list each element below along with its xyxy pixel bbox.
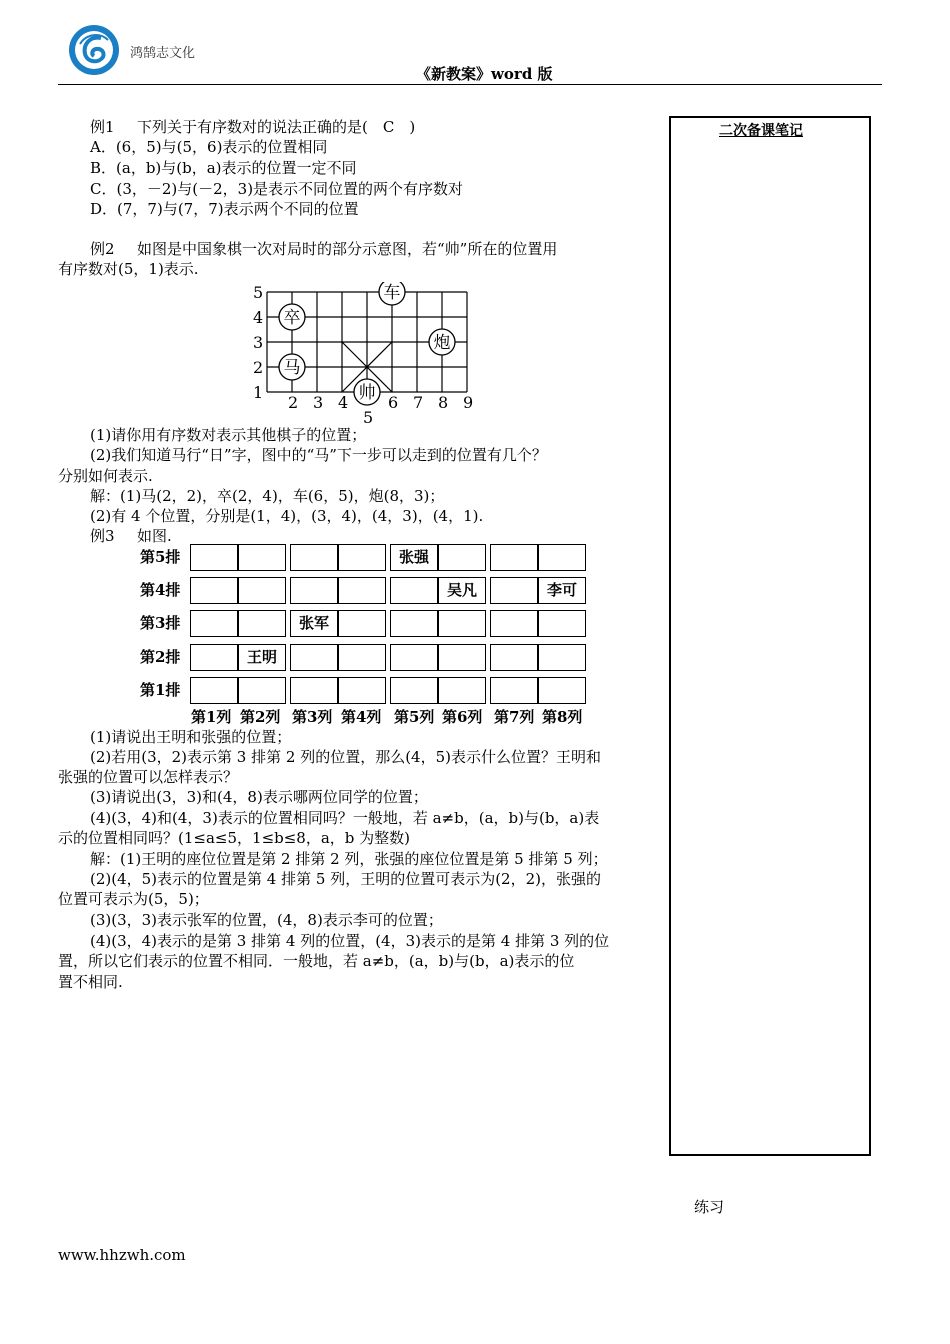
seat-cell	[438, 544, 486, 571]
seat-row-label: 第3排	[140, 614, 181, 632]
example3-q2-line1: (2)若用(3，2)表示第 3 排第 2 列的位置，那么(4，5)表示什么位置？王明和	[90, 748, 601, 766]
seat-col-label: 第1列	[191, 708, 232, 726]
practice-label: 练习	[694, 1198, 725, 1216]
example1-option-d: D．(7，7)与(7，7)表示两个不同的位置	[90, 200, 359, 218]
seat-cell	[238, 577, 286, 604]
example2-q2-line2: 分别如何表示.	[58, 467, 153, 485]
seat-cell	[238, 677, 286, 704]
seat-cell	[390, 610, 438, 637]
seat-cell	[338, 610, 386, 637]
board-x-label: 2	[288, 393, 299, 412]
seat-cell: 李可	[538, 577, 586, 604]
example3-answer4-line3: 置不相同.	[58, 973, 123, 991]
seat-cell	[338, 644, 386, 671]
board-x-label: 5	[363, 408, 374, 427]
seat-cell: 王明	[238, 644, 286, 671]
seat-cell	[538, 544, 586, 571]
seat-col-label: 第7列	[494, 708, 535, 726]
seat-cell	[390, 577, 438, 604]
chess-piece-cannon	[429, 329, 455, 355]
example3-intro: 如图.	[137, 527, 172, 545]
example3-answer1: 解：(1)王明的座位位置是第 2 排第 2 列，张强的座位位置是第 5 排第 5 列；	[90, 850, 608, 868]
footer-url: www.hhzwh.com	[58, 1246, 186, 1264]
example3-q3: (3)请说出(3，3)和(4，8)表示哪两位同学的位置；	[90, 788, 428, 806]
seat-cell: 张强	[390, 544, 438, 571]
seat-row-label: 第2排	[140, 648, 181, 666]
seat-row-label: 第5排	[140, 548, 181, 566]
svg-text:马: 马	[283, 358, 301, 378]
example3-q2-line2: 张强的位置可以怎样表示？	[58, 768, 239, 786]
seat-cell	[438, 644, 486, 671]
example2-label: 例2	[90, 240, 115, 258]
example3-answer4-line1: (4)(3，4)表示的是第 3 排第 4 列的位置，(4，3)表示的是第 4 排第 3 列的位	[90, 932, 610, 950]
board-x-label: 6	[388, 393, 399, 412]
svg-text:卒: 卒	[283, 308, 301, 328]
seat-cell	[290, 644, 338, 671]
seat-cell	[338, 677, 386, 704]
example3-q4-line1: (4)(3，4)和(4，3)表示的位置相同吗？一般地，若 a≠b，(a，b)与(b，a)表	[90, 809, 600, 827]
seat-cell	[438, 677, 486, 704]
example1-question: 下列关于有序数对的说法正确的是( C )	[137, 118, 416, 136]
seat-cell	[538, 610, 586, 637]
seat-col-label: 第8列	[542, 708, 583, 726]
svg-text:帅: 帅	[358, 383, 376, 403]
board-x-label: 9	[463, 393, 474, 412]
seat-col-label: 第4列	[341, 708, 382, 726]
example1-option-b: B．(a，b)与(b，a)表示的位置一定不同	[90, 159, 357, 177]
example3-answer3: (3)(3，3)表示张军的位置，(4，8)表示李可的位置；	[90, 911, 443, 929]
seat-cell	[190, 610, 238, 637]
seat-cell	[290, 577, 338, 604]
seat-col-label: 第5列	[394, 708, 435, 726]
board-y-label: 3	[253, 333, 264, 352]
board-y-label: 2	[253, 358, 264, 377]
seat-cell	[190, 644, 238, 671]
seat-cell	[190, 577, 238, 604]
seat-cell	[338, 577, 386, 604]
board-x-label: 4	[338, 393, 349, 412]
example3-answer4-line2: 置，所以它们表示的位置不相同．一般地，若 a≠b，(a，b)与(b，a)表示的位	[58, 952, 575, 970]
seat-cell	[490, 610, 538, 637]
seat-cell	[490, 677, 538, 704]
seat-row-label: 第4排	[140, 581, 181, 599]
example3-answer2-line2: 位置可表示为(5，5)；	[58, 890, 209, 908]
example2-question-line1: 如图是中国象棋一次对局时的部分示意图，若“帅”所在的位置用	[137, 240, 558, 258]
example2-answer1: 解：(1)马(2，2)，卒(2，4)，车(6，5)，炮(8，3)；	[90, 487, 445, 505]
example2-q1: (1)请你用有序数对表示其他棋子的位置；	[90, 426, 367, 444]
example1-label: 例1	[90, 118, 115, 136]
board-y-label: 4	[253, 308, 264, 327]
seat-cell	[490, 544, 538, 571]
notes-title: 二次备课笔记	[719, 123, 803, 139]
board-y-label: 1	[253, 383, 264, 402]
seat-cell	[538, 677, 586, 704]
seat-cell	[290, 544, 338, 571]
seat-cell	[290, 677, 338, 704]
example2-question-line2: 有序数对(5，1)表示.	[58, 260, 199, 278]
chess-piece-general	[354, 379, 380, 405]
example3-label: 例3	[90, 527, 115, 545]
board-x-label: 8	[438, 393, 449, 412]
seat-cell: 吴凡	[438, 577, 486, 604]
seat-cell	[338, 544, 386, 571]
notes-box	[669, 116, 871, 1156]
seat-cell: 张军	[290, 610, 338, 637]
seat-cell	[238, 544, 286, 571]
chess-piece-soldier	[279, 304, 305, 330]
example2-answer2: (2)有 4 个位置，分别是(1，4)，(3，4)，(4，3)，(4，1).	[90, 507, 484, 525]
seat-cell	[190, 544, 238, 571]
example3-answer2-line1: (2)(4，5)表示的位置是第 4 排第 5 列，王明的位置可表示为(2，2)，张强的	[90, 870, 601, 888]
seat-cell	[390, 644, 438, 671]
brand-name: 鸿鹄志文化	[130, 46, 196, 61]
seat-cell	[390, 677, 438, 704]
svg-text:炮: 炮	[433, 333, 451, 353]
seat-cell	[490, 577, 538, 604]
chess-piece-car	[379, 282, 405, 305]
seat-cell	[490, 644, 538, 671]
example3-q4-line2: 示的位置相同吗？(1≤a≤5，1≤b≤8，a，b 为整数)	[58, 829, 411, 847]
seat-col-label: 第2列	[240, 708, 281, 726]
header-divider	[58, 84, 882, 85]
seat-cell	[538, 644, 586, 671]
chess-board	[245, 282, 485, 427]
example1-option-c: C．(3，－2)与(－2，3)是表示不同位置的两个有序数对	[90, 180, 464, 198]
seat-col-label: 第6列	[442, 708, 483, 726]
svg-text:车: 车	[383, 283, 401, 303]
document-title: 《新教案》word 版	[416, 65, 553, 83]
brand-logo	[68, 24, 120, 76]
seat-cell	[438, 610, 486, 637]
chess-piece-horse	[279, 354, 305, 380]
example2-q2-line1: (2)我们知道马行“日”字，图中的“马”下一步可以走到的位置有几个？	[90, 446, 547, 464]
board-y-label: 5	[253, 283, 264, 302]
board-x-label: 7	[413, 393, 424, 412]
seat-cell	[238, 610, 286, 637]
seat-col-label: 第3列	[292, 708, 333, 726]
example3-q1: (1)请说出王明和张强的位置；	[90, 728, 292, 746]
seat-cell	[190, 677, 238, 704]
board-x-label: 3	[313, 393, 324, 412]
seat-row-label: 第1排	[140, 681, 181, 699]
example1-option-a: A．(6，5)与(5，6)表示的位置相同	[90, 138, 328, 156]
